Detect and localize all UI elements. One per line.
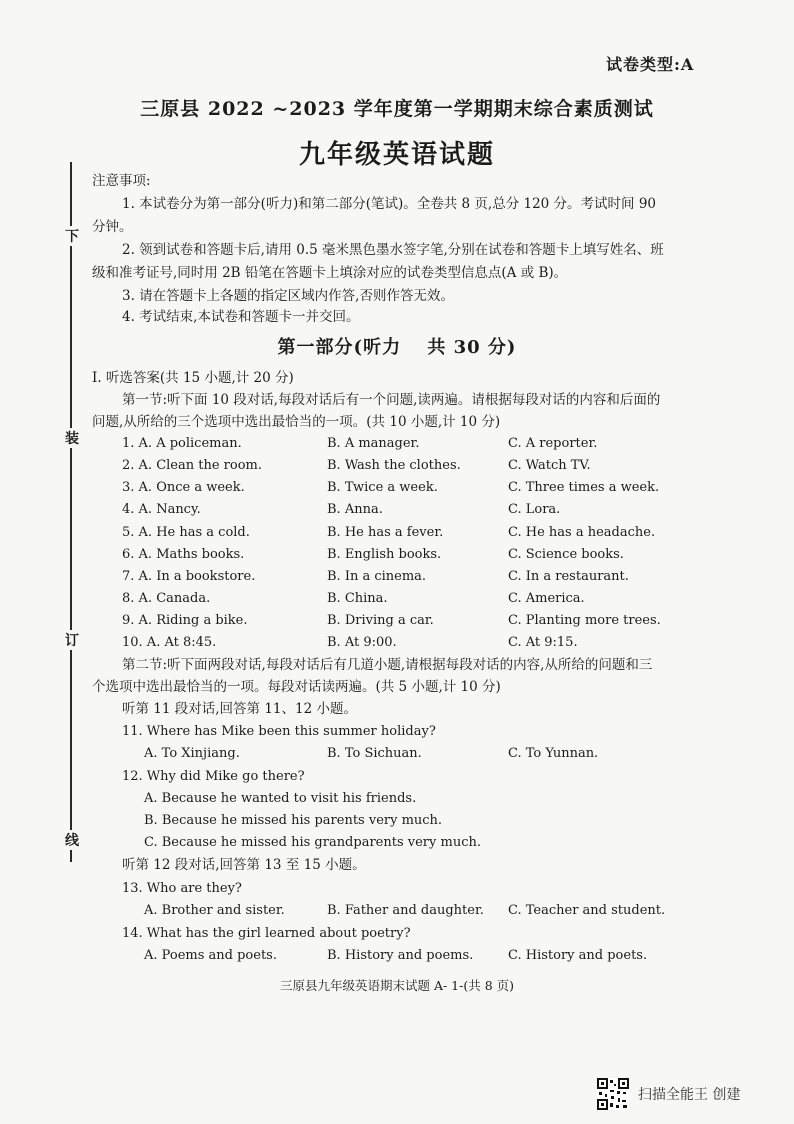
part1-title: 第一部分(听力 共 30 分) xyxy=(277,337,517,358)
notes-line: 1. 本试卷分为第一部分(听力)和第二部分(笔试)。全卷共 8 页,总分 120 分。考试时间 90 xyxy=(122,196,657,212)
question-14-option-a: A. Poems and poets. xyxy=(144,948,277,963)
question-7-option-a: 7. A. In a bookstore. xyxy=(122,569,256,584)
notes-line: 4. 考试结束,本试卷和答题卡一并交回。 xyxy=(122,309,360,325)
question-4-option-b: B. Anna. xyxy=(327,502,383,517)
question-1-option-a: 1. A. A policeman. xyxy=(122,436,242,451)
notes-line: 分钟。 xyxy=(92,219,133,235)
question-7-option-b: B. In a cinema. xyxy=(327,569,427,584)
dialog-12-heading: 听第 12 段对话,回答第 13 至 15 小题。 xyxy=(122,857,366,873)
notes-line: 2. 领到试卷和答题卡后,请用 0.5 毫米黑色墨水签字笔,分别在试卷和答题卡上填写姓名、班 xyxy=(122,242,664,258)
binding-char-xian: 线 xyxy=(63,830,81,850)
question-8-option-a: 8. A. Canada. xyxy=(122,591,211,606)
qr-code-icon xyxy=(597,1078,629,1110)
question-14-option-c: C. History and poets. xyxy=(508,948,648,963)
question-3-option-c: C. Three times a week. xyxy=(508,480,660,495)
question-11-option-a: A. To Xinjiang. xyxy=(144,746,240,761)
question-2-option-b: B. Wash the clothes. xyxy=(327,458,461,473)
question-13-option-b: B. Father and daughter. xyxy=(327,903,484,918)
question-11-option-c: C. To Yunnan. xyxy=(508,746,599,761)
question-14-stem: 14. What has the girl learned about poetry? xyxy=(122,926,411,941)
question-6-option-a: 6. A. Maths books. xyxy=(122,547,245,562)
question-12-option-a: A. Because he wanted to visit his friends. xyxy=(144,791,417,806)
question-2-option-c: C. Watch TV. xyxy=(508,458,591,473)
question-7-option-c: C. In a restaurant. xyxy=(508,569,629,584)
page-footer: 三原县九年级英语期末试题 A- 1-(共 8 页) xyxy=(279,978,515,993)
question-10-option-b: B. At 9:00. xyxy=(327,635,397,650)
question-5-option-b: B. He has a fever. xyxy=(327,525,444,540)
question-3-option-b: B. Twice a week. xyxy=(327,480,438,495)
binding-char-xia: 下 xyxy=(63,226,81,246)
question-12-option-c: C. Because he missed his grandparents very much. xyxy=(144,835,481,850)
question-11-option-b: B. To Sichuan. xyxy=(327,746,422,761)
question-9-option-b: B. Driving a car. xyxy=(327,613,434,628)
question-12-stem: 12. Why did Mike go there? xyxy=(122,769,305,784)
question-6-option-b: B. English books. xyxy=(327,547,442,562)
question-8-option-c: C. America. xyxy=(508,591,585,606)
paper-type-label: 试卷类型:A xyxy=(606,55,695,74)
question-14-option-b: B. History and poems. xyxy=(327,948,474,963)
question-10-option-c: C. At 9:15. xyxy=(508,635,578,650)
question-4-option-a: 4. A. Nancy. xyxy=(122,502,201,517)
question-9-option-c: C. Planting more trees. xyxy=(508,613,661,628)
question-12-option-b: B. Because he missed his parents very much. xyxy=(144,813,443,828)
question-13-stem: 13. Who are they? xyxy=(122,881,242,896)
question-9-option-a: 9. A. Riding a bike. xyxy=(122,613,248,628)
question-1-option-c: C. A reporter. xyxy=(508,436,598,451)
question-11-stem: 11. Where has Mike been this summer holiday? xyxy=(122,724,436,739)
section1-heading: Ⅰ. 听选答案(共 15 小题,计 20 分) xyxy=(92,370,294,386)
dialog-11-heading: 听第 11 段对话,回答第 11、12 小题。 xyxy=(122,701,357,717)
exam-subtitle: 九年级英语试题 xyxy=(298,140,495,170)
question-4-option-c: C. Lora. xyxy=(508,502,561,517)
question-10-option-a: 10. A. At 8:45. xyxy=(122,635,217,650)
question-13-option-a: A. Brother and sister. xyxy=(144,903,285,918)
question-8-option-b: B. China. xyxy=(327,591,388,606)
question-3-option-a: 3. A. Once a week. xyxy=(122,480,245,495)
binding-char-zhuang: 装 xyxy=(63,428,81,448)
notes-line: 3. 请在答题卡上各题的指定区域内作答,否则作答无效。 xyxy=(122,288,454,304)
section2-instruction: 第二节:听下面两段对话,每段对话后有几道小题,请根据每段对话的内容,从所给的问题和三 xyxy=(122,657,653,673)
question-1-option-b: B. A manager. xyxy=(327,436,420,451)
binding-line xyxy=(70,162,72,862)
section2-instruction: 个选项中选出最恰当的一项。每段对话读两遍。(共 5 小题,计 10 分) xyxy=(92,679,501,695)
question-6-option-c: C. Science books. xyxy=(508,547,624,562)
question-13-option-c: C. Teacher and student. xyxy=(508,903,666,918)
question-5-option-a: 5. A. He has a cold. xyxy=(122,525,250,540)
binding-char-ding: 订 xyxy=(63,630,81,650)
notes-line: 级和准考证号,同时用 2B 铅笔在答题卡上填涂对应的试卷类型信息点(A 或 B)。 xyxy=(92,265,568,281)
section1-instruction: 第一节:听下面 10 段对话,每段对话后有一个问题,读两遍。请根据每段对话的内容和后面的 xyxy=(122,392,661,408)
notes-heading: 注意事项: xyxy=(92,173,151,189)
question-2-option-a: 2. A. Clean the room. xyxy=(122,458,262,473)
scanner-watermark-label: 扫描全能王 创建 xyxy=(638,1087,741,1103)
exam-title: 三原县 2022 ~2023 学年度第一学期期末综合素质测试 xyxy=(140,98,654,120)
section1-instruction: 问题,从所给的三个选项中选出最恰当的一项。(共 10 小题,计 10 分) xyxy=(92,414,501,430)
question-5-option-c: C. He has a headache. xyxy=(508,525,656,540)
